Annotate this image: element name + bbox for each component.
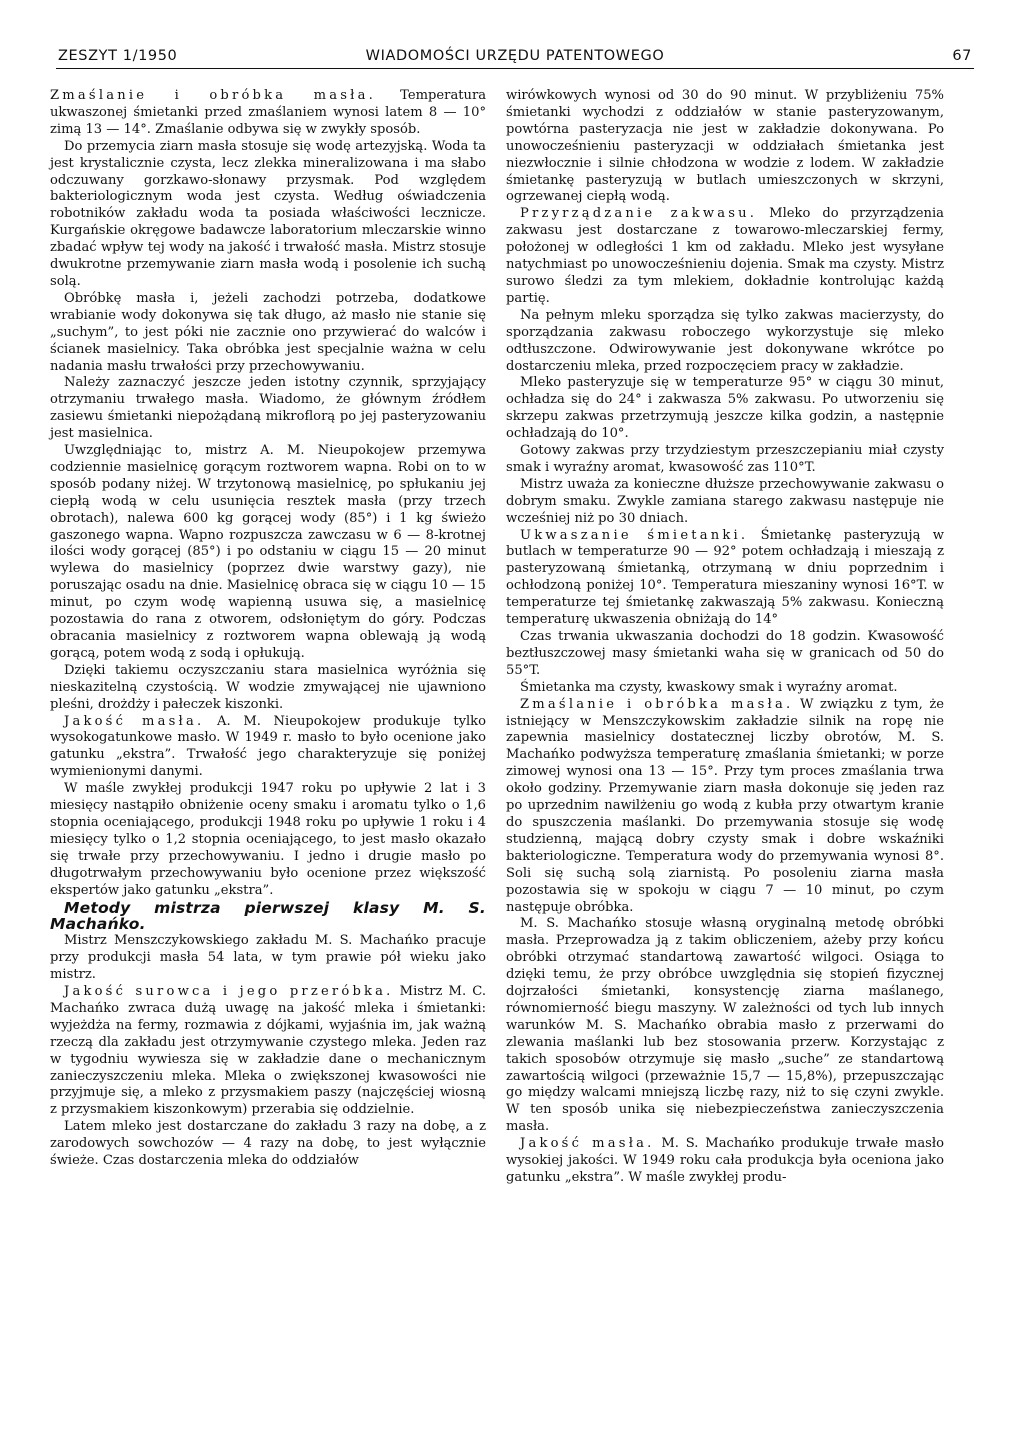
section-title: Jakość masła. <box>64 713 205 729</box>
paragraph: W maśle zwykłej produkcji 1947 roku po upływie 2 lat i 3 miesięcy nastąpiło obniżenie oceny smaku i aromatu tylko o 1,6 stopnia oceniającego, produkcji 1948 roku po upływie 1 roku i 4 miesięcy tylko o 1,2 stopnia oceniającego, to jest masło okazało się trwałe przy przechowywaniu. I jedno i drugie masło po długotrwałym przechowywaniu było ocenione przez większość ekspertów jako gatunku „ekstra”. <box>50 781 486 898</box>
paragraph: Do przemycia ziarn masła stosuje się wodę artezyjską. Woda ta jest krystalicznie czysta, lecz zlekka mineralizowana i ma słabo odczuwany gorzkawo-słonawy przysmak. Pod względem bakteriologicznym woda jest czysta. Według oświadczenia robotników zakładu woda ta posiada właściwości lecznicze. Kurgańskie okręgowe badawcze laboratorium mleczarskie winno zbadać wpływ tej wody na jakość i trwałość masła. Mistrz stosuje dwukrotne przemywanie ziarn masła wodą i posolenie ich suchą solą. <box>50 138 486 289</box>
paragraph-text: M. S. Machańko produkuje trwałe masło wysokiej jakości. W 1949 roku cała produkcja była oceniona jako gatunku „ekstra”. W maśle zwykłej produ- <box>506 1136 945 1185</box>
right-column <box>506 88 944 1187</box>
paragraph-text: W związku z tym, że istniejący w Menszczykowskim zakładzie silnik na ropę nie zapewnia masielnicy dostatecznej liczby obrotów, M. S. Machańko podwyższa temperaturę zmaślania śmietanki; w porze zimowej wynosi ona 13 — 15°. Przy tym proces zmaślania trwa około godziny. Przemywanie ziarn masła dokonuje się jeden raz po uprzednim nawilżeniu go wodą z kubła przy otwartym kranie do spuszczenia maślanki. Do przemywania stosuje się wodę studzienną, mającą dobry czysty smak i dobre wskaźniki bakteriologiczne. Temperatura wody do przemywania wynosi 8°. Soli się suchą solą ziarnistą. Po posoleniu ziarna masła pozostawia się w spokoju w ciągu 7 — 10 minut, po czym następuje obróbka. <box>506 696 945 915</box>
paragraph <box>506 206 944 307</box>
paragraph: Mleko pasteryzuje się w temperaturze 95° w ciągu 30 minut, ochładza się do 24° i zakwasza 5% zakwasu. Po utworzeniu się skrzepu zakwas przetrzymują jeszcze kilka godzin, a następnie ochładzają do 10°. <box>506 375 944 442</box>
left-column <box>50 88 486 1170</box>
section-title: Jakość masła. <box>520 1136 655 1152</box>
paragraph: Mistrz uważa za konieczne dłuższe przechowywanie zakwasu o dobrym smaku. Zwykle zamiana starego zakwasu następuje nie wcześniej niż po 30 dniach. <box>506 476 944 526</box>
section-heading: Metody mistrza pierwszej klasy M. S. Machańko. <box>50 898 486 934</box>
paragraph-text: Mistrz M. C. Machańko zwraca dużą uwagę na jakość mleka i śmietanki: wyjeżdża na fermy, rozmawia z dójkami, wyjaśnia im, jak ważną rzeczą dla zakładu jest otrzymywanie czystego mleka. Jeden raz w tygodniu wywiesza się w zakładzie dane o mechanicznym zanieczyszczeniu mleka. Mleka o zwiększonej kwasowości nie przyjmuje się, a mleko z przysmakiem paszy (najczęściej wiosną z przysmakiem kiszonkowym) przerabia się oddzielnie. <box>50 984 486 1118</box>
paragraph <box>506 697 944 917</box>
paragraph: M. S. Machańko stosuje własną oryginalną metodę obróbki masła. Przeprowadza ją z takim obliczeniem, ażeby przy końcu obróbki otrzymać standartową zawartość wilgoci. Osiąga to dzięki temu, że przy obróbce uwzględnia się stopień fizycznej dojrzałości śmietanki, konsystencję ziarna maślanego, równomierność biegu maszyny. W zależności od tych lub innych warunków M. S. Machańko obrabia masło z przerwami do zlewania maślanki lub bez stosowania przerw. Korzystając z takich sposobów otrzymuje się masło „suche” ze standartową zawartością wilgoci (przeważnie 15,7 — 15,8%), przepuszczając go między walcami mniejszą liczbę razy, niż to się czyni zwykle. W ten sposób unika się niebezpieczeństwa zanieczyszczenia masła. <box>506 916 944 1135</box>
paragraph: Mistrz Menszczykowskiego zakładu M. S. Machańko pracuje przy produkcji masła 54 lata, w tym prawie pół wieku jako mistrz. <box>50 933 486 983</box>
paragraph: Dzięki takiemu oczyszczaniu stara masielnica wyróżnia się nieskazitelną czystością. W wodzie zmywającej nie ujawniono pleśni, drożdży i pałeczek kiszonki. <box>50 662 486 712</box>
paragraph-text: Mleko do przyrządzenia zakwasu jest dostarczane z towarowo-mleczarskiej fermy, położonej w odległości 1 km od zakładu. Mleko jest wysyłane natychmiast po unowocześnieniu dojenia. Smak ma czysty. Mistrz surowo śledzi za tym mlekiem, dokładnie kontrolując każdą partię. <box>506 206 944 306</box>
section-title: Zmaślanie i obróbka masła. <box>50 88 376 103</box>
paragraph-text: Temperatura ukwaszonej śmietanki przed zmaślaniem wynosi latem 8 — 10° zimą 13 — 14°. Zmaślanie odbywa się w zwykły sposób. <box>50 88 487 137</box>
paragraph: Śmietanka ma czysty, kwaskowy smak i wyraźny aromat. <box>520 679 898 695</box>
journal-title: WIADOMOŚCI URZĘDU PATENTOWEGO <box>365 48 665 64</box>
paragraph-text: Śmietankę pasteryzują w butlach w temperaturze 90 — 92° potem ochładzają i mieszają z pasteryzowaną śmietanką, otrzymaną w dniu poprzednim i ochłodzoną poniżej 10°. Temperatura mieszaniny wynosi 16°T. w temperaturze tej śmietankę zakwaszają 5% zakwasu. Konieczną temperaturę ukwaszenia obniżają do 14° <box>506 527 945 628</box>
issue-label: ZESZYT 1/1950 <box>58 48 178 64</box>
section-title: Jakość surowca i jego przeróbka. <box>64 984 394 1000</box>
section-title: Ukwaszanie śmietanki. <box>520 527 749 543</box>
paragraph: wirówkowych wynosi od 30 do 90 minut. W przybliżeniu 75% śmietanki wychodzi z oddziałów w stanie pasteryzowanym, powtórna pasteryzacja nie jest w zakładzie dokonywana. Po unowocześnieniu pasteryzacji w oddziałach śmietanka jest niezwłocznie i silnie chłodzona w wodzie z lodem. W zakładzie śmietankę pasteryzują w butlach umieszczonych w skrzyni, ogrzewanej ciepłą wodą. <box>506 88 944 205</box>
section-title: Zmaślanie i obróbka masła. <box>520 696 794 712</box>
paragraph: Czas trwania ukwaszania dochodzi do 18 godzin. Kwasowość beztłuszczowej masy śmietanki waha się w granicach od 50 do 55°T. <box>506 629 944 678</box>
paragraph <box>506 528 944 629</box>
page-number: 67 <box>952 48 972 64</box>
section-title: Przyrządzanie zakwasu. <box>520 206 758 222</box>
paragraph: Uwzględniając to, mistrz A. M. Nieupokojew przemywa codziennie masielnicę gorącym roztworem wapna. Robi on to w sposób podany niżej. W trzytonową masielnicę, po spłukaniu jej ciepłą wodą w celu usunięcia resztek masła (przy trzech obrotach), nalewa 600 kg gorącej wody (85°) i 1 kg świeżo gaszonego wapna. Wapno rozpuszcza zawczasu w 6 — 8-krotnej ilości wody gorącej (85°) i po odstaniu w ciągu 15 — 20 minut wylewa do masielnicy (poprzez dwie warstwy gazy), nie poruszając osadu na dnie. Masielnicę obraca się w ciągu 10 — 15 minut, po czym wodę wapienną usuwa się, a masielnicę pozostawia do rana z otworem, odsłoniętym do góry. Podczas obracania masielnicy z roztworem wapna oblewają ją wodą gorącą, potem wodą z sodą i opłukują. <box>50 443 486 661</box>
paragraph-text: A. M. Nieupokojew produkuje tylko wysokogatunkowe masło. W 1949 r. masło to było ocenione jako gatunku „ekstra”. Trwałość jego charakteryzuje się poniżej wymienionymi danymi. <box>50 713 487 780</box>
paragraph <box>506 1136 944 1187</box>
paragraph: Należy zaznaczyć jeszcze jeden istotny czynnik, sprzyjający otrzymaniu trwałego masła. Wiadomo, że głównym źródłem zasiewu śmietanki niepożądaną mikroflorą po jej pasteryzowaniu jest masielnica. <box>50 375 486 442</box>
paragraph: Gotowy zakwas przy trzydziestym przeszczepianiu miał czysty smak i wyraźny aromat, kwasowość zas 110°T. <box>506 443 944 475</box>
paragraph <box>50 88 486 139</box>
paragraph: Latem mleko jest dostarczane do zakładu 3 razy na dobę, a z zarodowych sowchozów — 4 razy na dobę, to jest wyłącznie świeże. Czas dostarczenia mleka do oddziałów <box>50 1119 486 1169</box>
paragraph: Obróbkę masła i, jeżeli zachodzi potrzeba, dodatkowe wrabianie wody dokonywa się tak długo, aż masło nie stanie się „suchym”, to jest póki nie zacznie ono przywierać do walców i ścianek masielnicy. Taka obróbka jest specjalnie ważna w celu nadania masłu trwałości przy przechowywaniu. <box>50 290 486 374</box>
paragraph <box>50 984 486 1119</box>
page-header <box>56 46 974 69</box>
paragraph <box>50 714 486 782</box>
paragraph: Na pełnym mleku sporządza się tylko zakwas macierzysty, do sporządzania zakwasu roboczego wykorzystuje się mleko odtłuszczone. Odwirowywanie jest dokonywane wkrótce po dostarczeniu mleka, przed rozpoczęciem pracy w zakładzie. <box>506 307 944 374</box>
